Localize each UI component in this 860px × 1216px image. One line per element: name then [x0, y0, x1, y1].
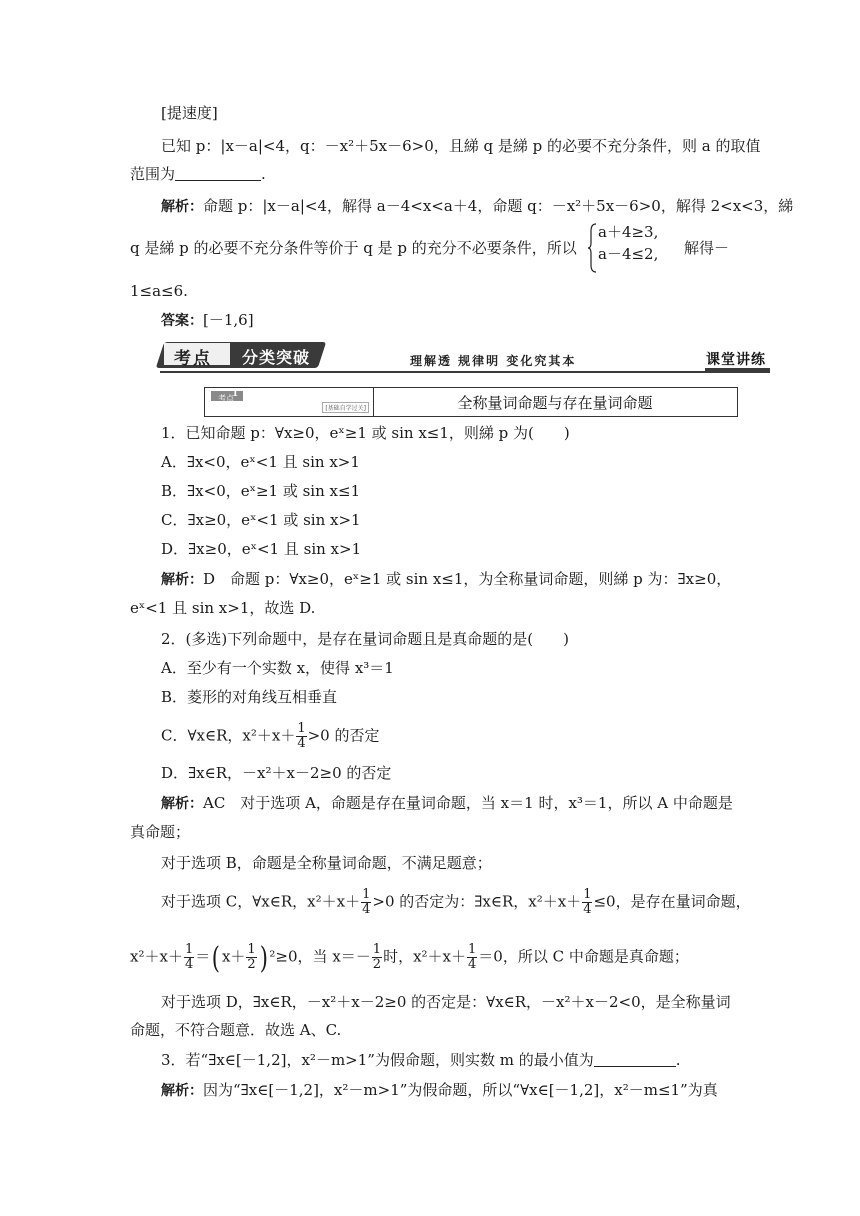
q1-stem: 1．已知命题 p：∀x≥0，eˣ≥1 或 sin x≤1，则綈 p 为( ) [161, 424, 570, 442]
topic-box [204, 387, 738, 417]
topic-box-left [205, 388, 374, 416]
topic-sub: [基础自学过关] [322, 402, 369, 413]
fraction: $\frac{1}{4}$ [583, 887, 592, 917]
q1-solution-line2: eˣ<1 且 sin x>1，故选 D. [130, 599, 316, 617]
left-brace-icon [588, 223, 598, 273]
q2-option-c: C．∀x∈R，x²＋x＋ $\frac{1}{4}$ >0 的否定 [161, 721, 380, 751]
banner-rule-thick [705, 368, 770, 373]
topic-title: 全称量词命题与存在量词命题 [457, 394, 653, 412]
intro-solution-line1: 解析：命题 p：|x－a|<4，解得 a－4<x<a＋4，命题 q：－x²＋5x－6>0，解得 2<x<3，綈 [161, 197, 794, 215]
fraction: $\frac{1}{4}$ [362, 887, 371, 917]
intro-answer: 答案：[－1,6] [161, 311, 254, 329]
q1-option-d: D．∃x≥0，eˣ<1 且 sin x>1 [161, 540, 362, 558]
intro-solution-line2: q 是綈 p 的必要不充分条件等价于 q 是 p 的充分不必要条件，所以 [130, 239, 577, 257]
fraction: $\frac{1}{4}$ [297, 721, 306, 751]
intro-solution-line3: 1≤a≤6. [130, 282, 188, 300]
banner-motto: 理解透 规律明 变化究其本 [410, 354, 577, 368]
system-eq-2: a－4≤2, [598, 245, 659, 263]
q2-option-d: D．∃x∈R，－x²＋x－2≥0 的否定 [161, 764, 392, 782]
q2-solution-line3: 对于选项 B，命题是全称量词命题，不满足题意； [161, 854, 492, 872]
q1-option-b: B．∃x<0，eˣ≥1 或 sin x≤1 [161, 482, 361, 500]
intro-question-line2: 范围为 . [130, 165, 266, 183]
q2-solution-line5: x²＋x＋ $\frac{1}{4}$ ＝( x＋ $\frac{1}{2}$ ) ²≥0，当 x＝－ $\frac{1}{2}$ 时，x²＋x＋ $\frac{1}{4}$ ＝0，所以 C 中命题是真命题； [130, 940, 689, 976]
fraction: $\frac{1}{2}$ [372, 942, 382, 972]
q1-option-a: A．∃x<0，eˣ<1 且 sin x>1 [161, 453, 360, 471]
q1-solution-line1: 解析：D 命题 p：∀x≥0，eˣ≥1 或 sin x≤1，为全称量词命题，则綈 p 为：∃x≥0， [161, 570, 732, 588]
q1-option-c: C．∃x≥0，eˣ<1 或 sin x>1 [161, 511, 361, 529]
banner-tag-text: 考点 [174, 349, 212, 369]
system-eq-1: a＋4≥3, [598, 223, 659, 241]
q2-solution-line7: 命题，不符合题意．故选 A、C. [130, 1021, 342, 1039]
banner-course: 课堂讲练 [706, 352, 766, 368]
topic-badge-num: 1 [232, 389, 239, 399]
q3-solution-line1: 解析：因为“∃x∈[－1,2]，x²－m>1”为假命题，所以“∀x∈[－1,2]，x²－m≤1”为真 [161, 1081, 718, 1099]
topic-badge: 考点 [211, 391, 243, 401]
answer-blank [175, 166, 261, 181]
q3-stem: 3．若“∃x∈[－1,2]，x²－m>1”为假命题，则实数 m 的最小值为 . [161, 1051, 681, 1069]
intro-solution-tail: 解得－ [684, 239, 730, 257]
section-label: [提速度] [161, 104, 218, 122]
intro-question-line1: 已知 p：|x－a|<4，q：－x²＋5x－6>0，且綈 q 是綈 p 的必要不充分条件，则 a 的取值 [161, 137, 761, 155]
q2-option-b: B．菱形的对角线互相垂直 [161, 688, 338, 706]
q2-stem: 2．(多选)下列命题中，是存在量词命题且是真命题的是( ) [161, 630, 569, 648]
right-paren-icon: ) [259, 940, 268, 976]
fraction: $\frac{1}{4}$ [184, 942, 194, 972]
section-banner [160, 340, 770, 375]
left-paren-icon: ( [211, 940, 221, 976]
q2-solution-line1: 解析：AC 对于选项 A，命题是存在量词命题，当 x＝1 时，x³＝1，所以 A 中命题是 [161, 794, 733, 812]
banner-rule [160, 371, 770, 373]
q2-solution-line4: 对于选项 C，∀x∈R，x²＋x＋ $\frac{1}{4}$ >0 的否定为：∃x∈R，x²＋x＋ $\frac{1}{4}$ ≤0，是存在量词命题， [161, 887, 751, 917]
banner-tag-subtext: 分类突破 [242, 348, 311, 367]
q2-solution-line2: 真命题； [130, 823, 191, 841]
answer-blank [594, 1052, 676, 1067]
fraction: $\frac{1}{2}$ [247, 942, 256, 972]
fraction: $\frac{1}{4}$ [468, 942, 477, 972]
q2-solution-line6: 对于选项 D，∃x∈R，－x²＋x－2≥0 的否定是：∀x∈R，－x²＋x－2<0，是全称量词 [161, 993, 731, 1011]
q2-option-a: A．至少有一个实数 x，使得 x³＝1 [161, 659, 394, 677]
